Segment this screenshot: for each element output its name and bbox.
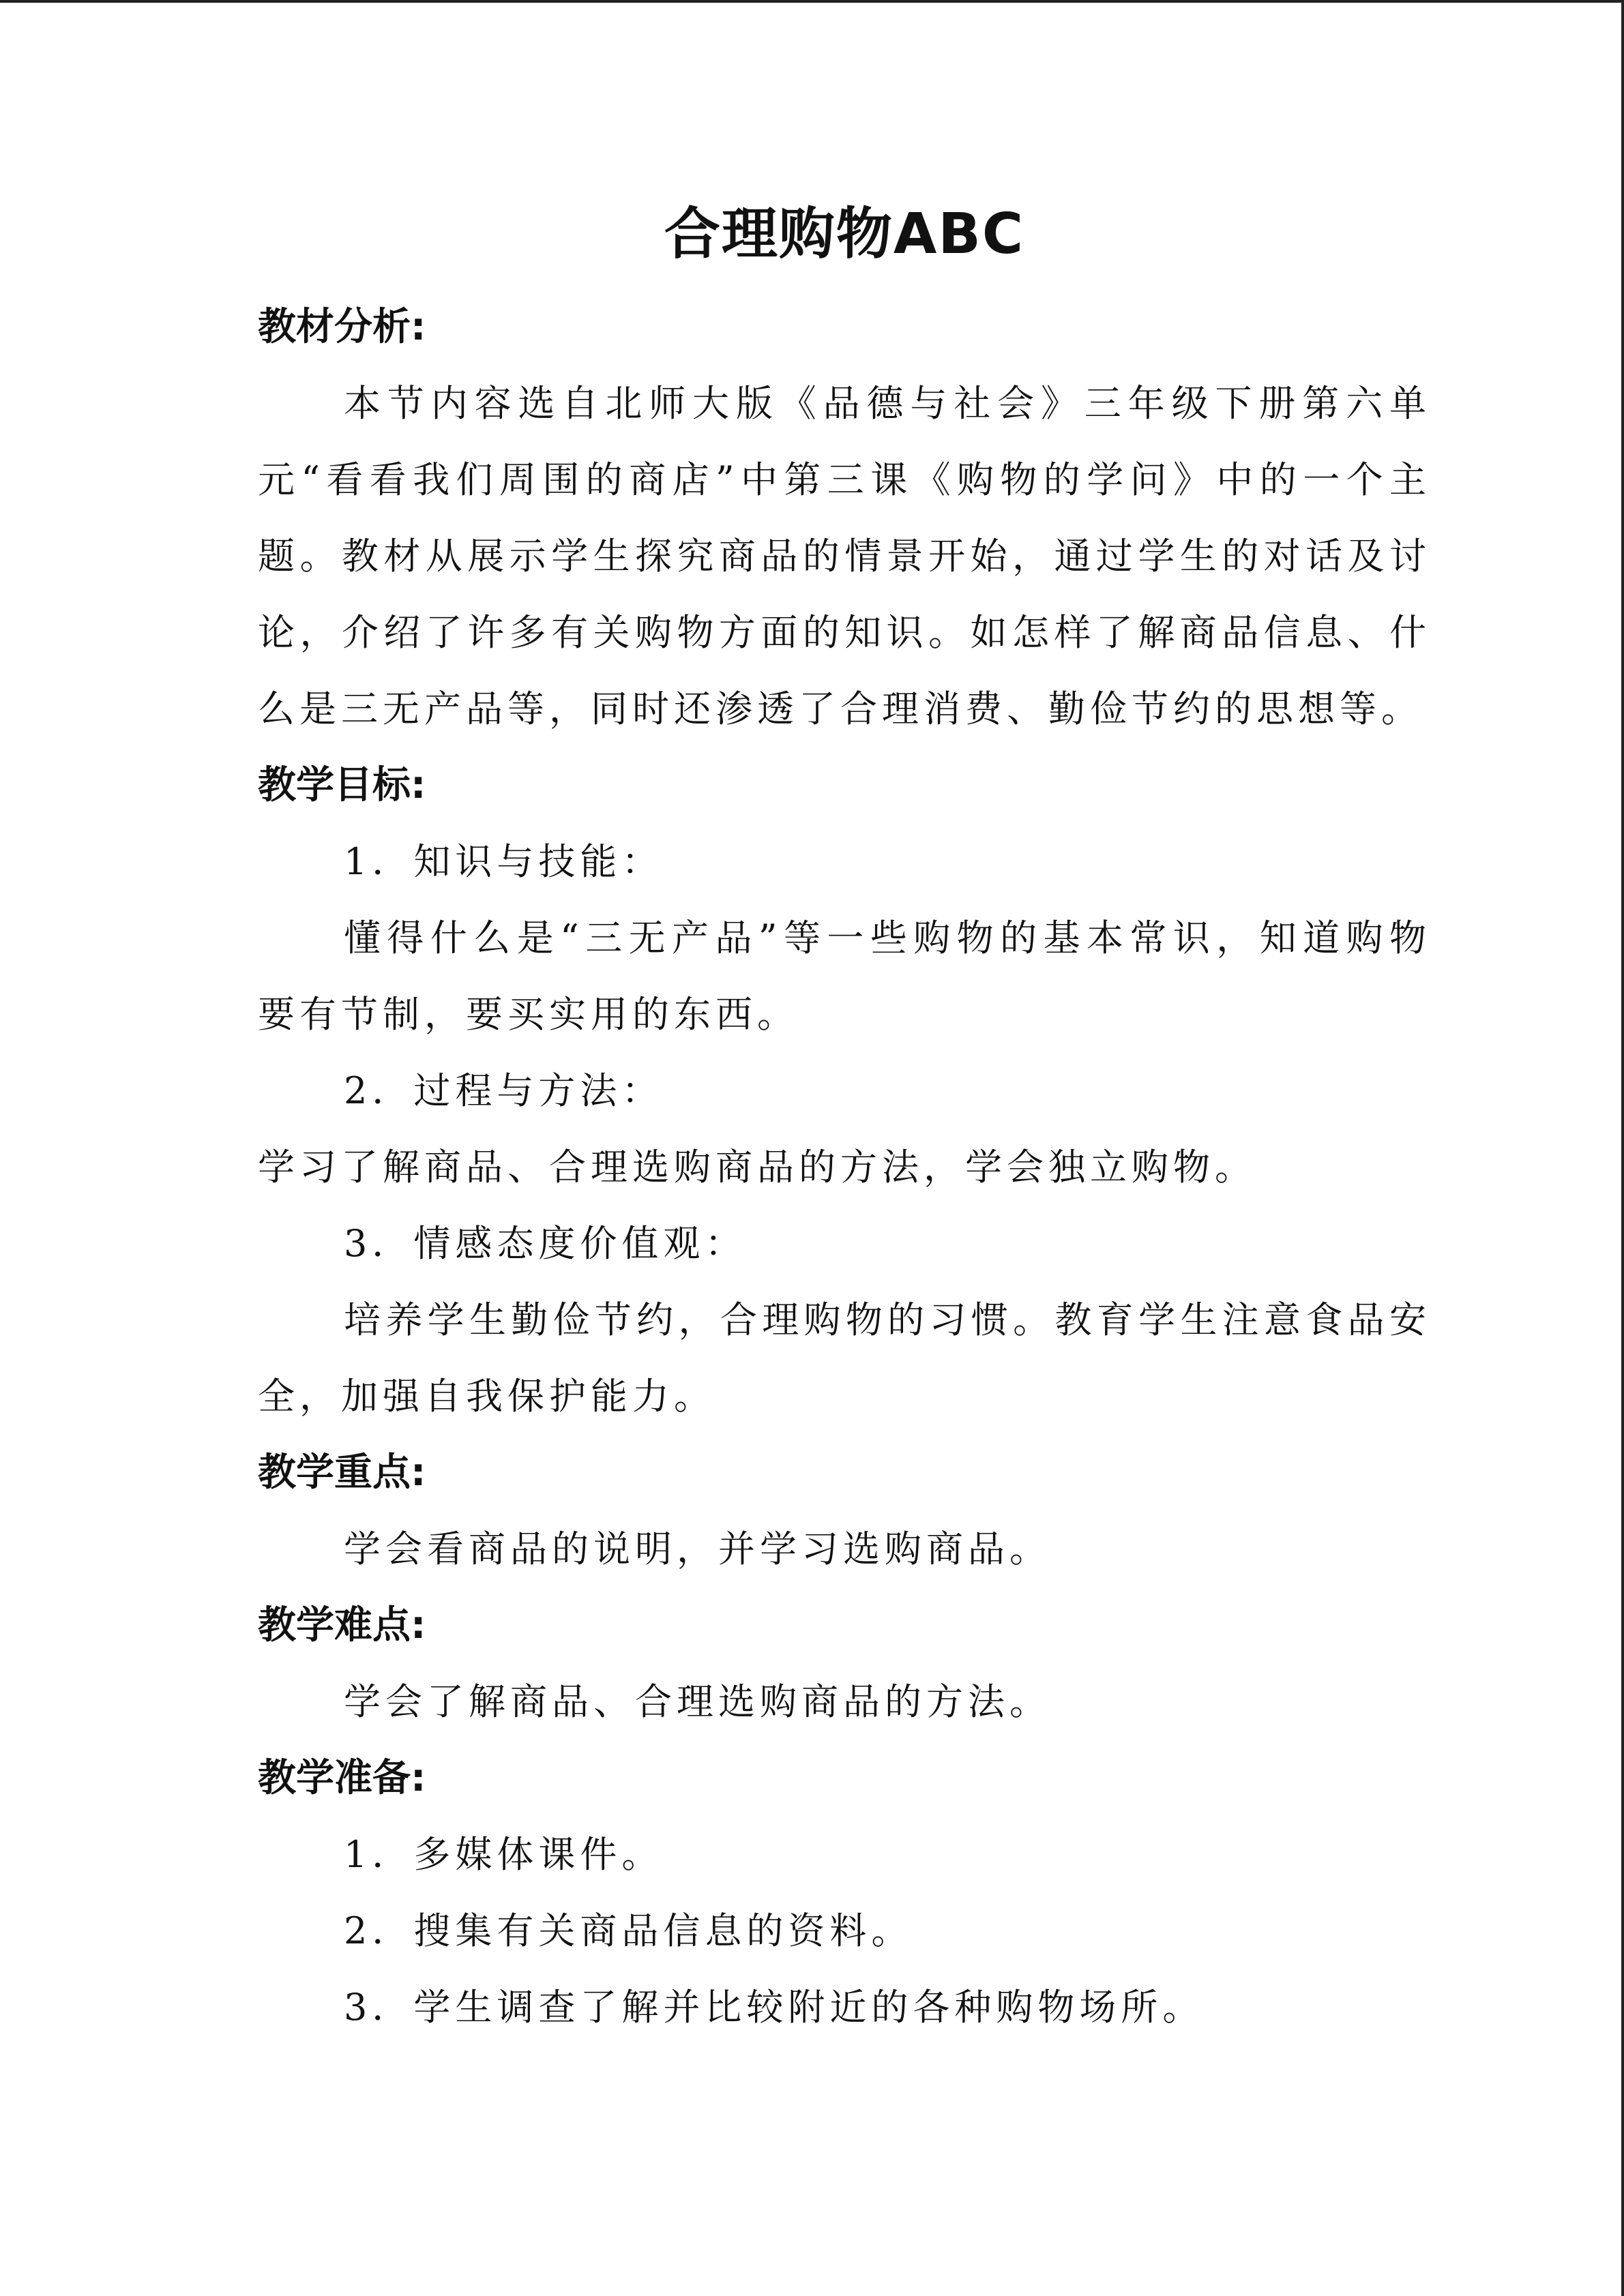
difficulties-text: 学会了解商品、合理选购商品的方法。 [344,1680,1051,1723]
section-heading-objectives: 教学目标: [258,763,426,807]
document-body [258,200,1431,2046]
objective-label-process: 2．过程与方法： [344,1069,664,1112]
document-title: 合理购物ABC [664,202,1025,267]
section-heading-key-points: 教学重点: [258,1450,426,1495]
preparation-item: 3．学生调查了解并比较附近的各种购物场所。 [344,1986,1205,2029]
section-heading-preparation: 教学准备: [258,1756,426,1800]
objective-text-values: 培养学生勤俭节约，合理购物的习惯。教育学生注意食品安全，加强自我保护能力。 [258,1298,1431,1418]
objective-label-values: 3．情感态度价值观： [344,1222,747,1265]
section-analysis [258,289,1431,747]
section-objectives [258,747,1431,1435]
preparation-item: 1．多媒体课件。 [344,1833,664,1876]
section-heading-difficulties: 教学难点: [258,1603,426,1648]
preparation-item: 2．搜集有关商品信息的资料。 [344,1909,913,1952]
section-key-points [258,1435,1431,1587]
section-difficulties [258,1587,1431,1740]
objective-label-knowledge: 1．知识与技能： [344,840,664,883]
section-preparation [258,1740,1431,2046]
section-heading-analysis: 教材分析: [258,305,426,349]
objective-text-knowledge: 懂得什么是“三无产品”等一些购物的基本常识，知道购物要有节制，要买实用的东西。 [258,916,1431,1036]
key-points-text: 学会看商品的说明，并学习选购商品。 [344,1527,1051,1570]
analysis-paragraph: 本节内容选自北师大版《品德与社会》三年级下册第六单元“看看我们周围的商店”中第三课《购物的学问》中的一个主题。教材从展示学生探究商品的情景开始，通过学生的对话及讨论，介绍了许多有关购物方面的知识。如怎样了解商品信息、什么是三无产品等，同时还渗透了合理消费、勤俭节约的思想等。 [258,382,1431,730]
objective-text-process: 学习了解商品、合理选购商品的方法，学会独立购物。 [258,1146,1256,1189]
